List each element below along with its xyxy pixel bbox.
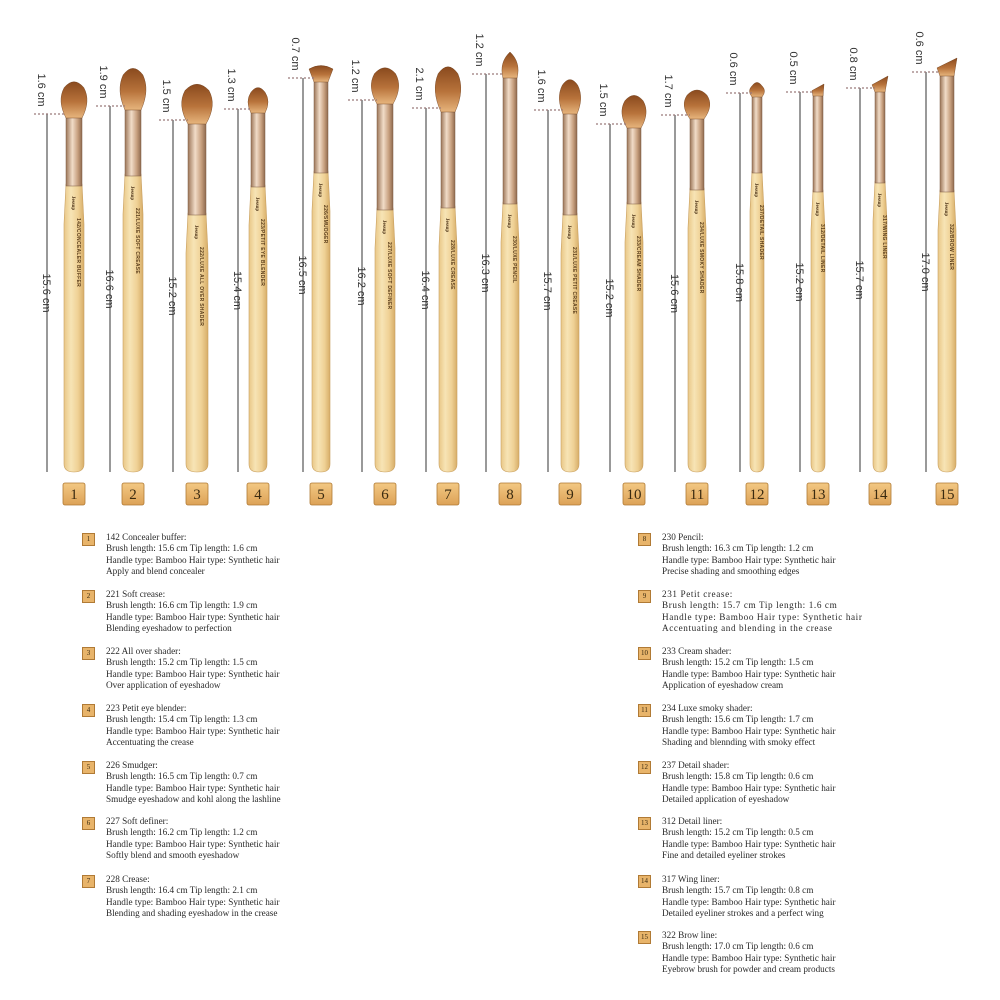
- handle-label: 222/LUXE ALL OVER SHADER: [198, 247, 204, 327]
- description-3: [86, 646, 406, 691]
- brush-hair: [182, 84, 213, 124]
- handle-label: 227/LUXE SOFT DEFINER: [386, 242, 392, 310]
- handle-label: 322/BROW LINER: [948, 224, 954, 271]
- brush-length-value: 15.2 cm: [603, 278, 615, 318]
- brush-hair: [248, 88, 268, 113]
- brush-4: [224, 68, 269, 505]
- brush-1: [34, 73, 87, 505]
- description-use: Application of eyeshadow cream: [662, 679, 784, 690]
- description-number-badge: 3: [82, 647, 95, 660]
- tip-length-value: 1.3 cm: [225, 68, 237, 102]
- tip-length-value: 1.6 cm: [35, 73, 47, 107]
- tip-length-value: 1.6 cm: [535, 69, 547, 103]
- description-number-badge: 12: [638, 761, 651, 774]
- description-title: 230 Pencil:: [662, 532, 704, 542]
- description-use: Accentuating the crease: [106, 736, 194, 747]
- description-use: Accentuating and blending in the crease: [662, 622, 833, 633]
- description-use: Detailed application of eyeshadow: [662, 793, 790, 804]
- brush-length-value: 15.7 cm: [541, 271, 553, 311]
- description-types: Handle type: Bamboo Hair type: Synthetic hair: [106, 896, 280, 907]
- description-number-badge: 7: [82, 875, 95, 888]
- brush-length-value: 16.6 cm: [103, 269, 115, 309]
- number-badge-label: 3: [193, 487, 201, 503]
- handle-label: 234/LUXE SMOKY SHADER: [698, 222, 704, 294]
- handle-label: 230/LUXE PENCIL: [511, 236, 517, 284]
- description-use: Over application of eyeshadow: [106, 679, 221, 690]
- brush-hair: [750, 82, 765, 97]
- number-badge-label: 1: [70, 487, 78, 503]
- description-number-badge: 5: [82, 761, 95, 774]
- handle-label: 142/CONCEALER BUFFER: [75, 218, 81, 288]
- brand-logo: Jessup: [129, 186, 134, 201]
- description-number-badge: 11: [638, 704, 651, 717]
- brush-hair: [559, 80, 580, 114]
- description-use: Detailed eyeliner strokes and a perfect wing: [662, 907, 824, 918]
- brush-length-value: 17.0 cm: [919, 252, 931, 292]
- brand-logo: Jessup: [693, 200, 698, 215]
- description-types: Handle type: Bamboo Hair type: Synthetic hair: [662, 668, 836, 679]
- description-use: Blending and shading eyeshadow in the crease: [106, 907, 278, 918]
- description-types: Handle type: Bamboo Hair type: Synthetic hair: [106, 668, 280, 679]
- number-badge-label: 9: [566, 487, 574, 503]
- description-title: 223 Petit eye blender:: [106, 703, 187, 713]
- description-lengths: Brush length: 15.7 cm Tip length: 0.8 cm: [662, 885, 814, 896]
- brush-length-value: 16.5 cm: [296, 255, 308, 295]
- description-types: Handle type: Bamboo Hair type: Synthetic hair: [662, 725, 836, 736]
- brush-hair: [371, 68, 398, 104]
- description-6: [86, 816, 406, 861]
- description-title: 231 Petit crease:: [662, 589, 733, 599]
- brand-logo: Jessup: [753, 183, 758, 198]
- description-types: Handle type: Bamboo Hair type: Synthetic hair: [662, 896, 836, 907]
- ferrule: [251, 109, 265, 187]
- brush-hair: [872, 76, 888, 92]
- ferrule: [188, 120, 206, 215]
- ferrule: [940, 72, 954, 192]
- description-title: 142 Concealer buffer:: [106, 532, 187, 542]
- brand-logo: Jessup: [254, 197, 259, 212]
- description-title: 226 Smudger:: [106, 760, 158, 770]
- description-1: [86, 532, 406, 577]
- brush-length-value: 15.2 cm: [166, 276, 178, 316]
- description-lengths: Brush length: 15.6 cm Tip length: 1.6 cm: [106, 543, 258, 554]
- handle-label: 223/PETIT EYE BLENDER: [259, 219, 265, 287]
- brush-14: [846, 47, 891, 505]
- description-title: 322 Brow line:: [662, 930, 718, 940]
- description-number-badge: 9: [638, 590, 651, 603]
- description-number-badge: 1: [82, 533, 95, 546]
- description-lengths: Brush length: 15.2 cm Tip length: 1.5 cm: [106, 657, 258, 668]
- description-number-badge: 15: [638, 931, 651, 944]
- brush-6: [348, 59, 399, 505]
- description-title: 312 Detail liner:: [662, 816, 723, 826]
- description-title: 233 Cream shader:: [662, 646, 732, 656]
- tip-length-value: 0.6 cm: [913, 31, 925, 65]
- description-lengths: Brush length: 16.5 cm Tip length: 0.7 cm: [106, 771, 258, 782]
- brand-logo: Jessup: [630, 214, 635, 229]
- tip-length-value: 0.5 cm: [787, 51, 799, 85]
- number-badge-label: 10: [626, 487, 642, 503]
- description-number-badge: 6: [82, 817, 95, 830]
- brush-length-value: 16.3 cm: [479, 253, 491, 293]
- brush-hair: [937, 58, 957, 76]
- number-badge-label: 2: [129, 487, 137, 503]
- tip-length-value: 0.6 cm: [727, 52, 739, 86]
- brand-logo: Jessup: [506, 214, 511, 229]
- ferrule: [66, 114, 82, 186]
- number-badge-label: 13: [810, 487, 826, 503]
- brand-logo: Jessup: [943, 202, 948, 217]
- tip-length-value: 2.1 cm: [413, 67, 425, 101]
- description-title: 221 Soft crease:: [106, 589, 166, 599]
- brush-length-value: 16.4 cm: [419, 270, 431, 310]
- tip-length-value: 1.5 cm: [160, 79, 172, 113]
- description-types: Handle type: Bamboo Hair type: Synthetic hair: [662, 838, 836, 849]
- description-lengths: Brush length: 15.2 cm Tip length: 1.5 cm: [662, 657, 814, 668]
- brush-length-value: 15.2 cm: [793, 262, 805, 302]
- description-types: Handle type: Bamboo Hair type: Synthetic hair: [662, 611, 863, 622]
- brand-logo: Jessup: [566, 225, 571, 240]
- description-number-badge: 14: [638, 875, 651, 888]
- description-14: [641, 874, 962, 919]
- ferrule: [813, 92, 823, 192]
- brush-7: [412, 67, 461, 505]
- brand-logo: Jessup: [70, 196, 75, 211]
- tip-length-value: 1.2 cm: [349, 59, 361, 93]
- handle-label: 226/SMUDGER: [322, 205, 328, 244]
- description-9: [642, 589, 962, 634]
- ferrule: [627, 124, 641, 204]
- brush-5: [288, 37, 333, 505]
- description-2: [86, 589, 406, 634]
- handle-label: 233/CREAM SHADER: [635, 236, 641, 292]
- brush-hair: [622, 95, 646, 128]
- description-use: Apply and blend concealer: [106, 565, 205, 576]
- description-lengths: Brush length: 15.2 cm Tip length: 0.5 cm: [662, 827, 814, 838]
- brand-logo: Jessup: [876, 193, 881, 208]
- brush-hair: [684, 90, 710, 119]
- description-title: 228 Crease:: [106, 874, 150, 884]
- description-title: 222 All over shader:: [106, 646, 181, 656]
- brush-hair: [502, 52, 518, 78]
- tip-length-value: 1.9 cm: [97, 65, 109, 99]
- description-13: [641, 816, 962, 861]
- ferrule: [314, 78, 328, 173]
- description-types: Handle type: Bamboo Hair type: Synthetic hair: [106, 782, 280, 793]
- description-number-badge: 8: [638, 533, 651, 546]
- description-10: [641, 646, 962, 691]
- brush-length-value: 15.6 cm: [40, 273, 52, 313]
- handle-label: 317/WING LINER: [881, 215, 887, 259]
- brand-logo: Jessup: [193, 225, 198, 240]
- brush-hair: [120, 68, 146, 110]
- ferrule: [377, 100, 393, 210]
- number-badge-label: 15: [939, 487, 955, 503]
- number-badge-label: 8: [506, 487, 514, 503]
- description-title: 227 Soft definer:: [106, 816, 169, 826]
- description-15: [641, 930, 962, 975]
- brush-length-value: 16.2 cm: [355, 266, 367, 306]
- description-number-badge: 2: [82, 590, 95, 603]
- ferrule: [503, 74, 517, 204]
- description-types: Handle type: Bamboo Hair type: Synthetic hair: [106, 554, 280, 565]
- description-11: [641, 703, 962, 748]
- description-types: Handle type: Bamboo Hair type: Synthetic hair: [662, 554, 836, 565]
- description-lengths: Brush length: 17.0 cm Tip length: 0.6 cm: [662, 941, 814, 952]
- tip-length-value: 1.5 cm: [597, 83, 609, 117]
- number-badge-label: 14: [872, 487, 888, 503]
- description-use: Softly blend and smooth eyeshadow: [106, 849, 240, 860]
- description-title: 234 Luxe smoky shader:: [662, 703, 753, 713]
- brush-length-value: 15.6 cm: [668, 273, 680, 314]
- brush-8: [472, 33, 521, 505]
- tip-length-value: 1.2 cm: [473, 33, 485, 67]
- tip-length-value: 0.8 cm: [847, 47, 859, 81]
- brush-2: [96, 65, 146, 505]
- description-lengths: Brush length: 15.6 cm Tip length: 1.7 cm: [662, 714, 814, 725]
- brush-hair: [812, 84, 824, 96]
- description-use: Smudge eyeshadow and kohl along the lashline: [106, 793, 281, 804]
- brand-logo: Jessup: [814, 202, 819, 217]
- description-types: Handle type: Bamboo Hair type: Synthetic hair: [106, 611, 280, 622]
- brush-length-value: 15.8 cm: [733, 262, 745, 303]
- description-types: Handle type: Bamboo Hair type: Synthetic hair: [662, 782, 836, 793]
- number-badge-label: 6: [381, 487, 389, 503]
- description-lengths: Brush length: 15.8 cm Tip length: 0.6 cm: [662, 771, 814, 782]
- brush-9: [534, 69, 581, 505]
- brush-hair: [435, 67, 461, 112]
- number-badge-label: 4: [254, 487, 262, 503]
- brush-15: [912, 31, 958, 505]
- description-lengths: Brush length: 16.2 cm Tip length: 1.2 cm: [106, 827, 258, 838]
- description-title: 237 Detail shader:: [662, 760, 730, 770]
- description-types: Handle type: Bamboo Hair type: Synthetic hair: [662, 952, 836, 963]
- description-types: Handle type: Bamboo Hair type: Synthetic hair: [106, 838, 280, 849]
- description-number-badge: 4: [82, 704, 95, 717]
- ferrule: [441, 108, 455, 208]
- brush-length-value: 15.4 cm: [231, 270, 243, 311]
- ferrule: [690, 115, 704, 190]
- handle-label: 228/LUXE CREASE: [449, 240, 455, 290]
- brush-12: [726, 52, 768, 505]
- description-use: Shading and blennding with smoky effect: [662, 736, 816, 747]
- brush-length-value: 15.7 cm: [853, 260, 865, 300]
- brush-10: [596, 83, 646, 505]
- ferrule: [752, 93, 762, 173]
- ferrule: [125, 106, 141, 176]
- number-badge-label: 12: [749, 487, 765, 503]
- description-12: [641, 760, 962, 805]
- description-lengths: Brush length: 16.6 cm Tip length: 1.9 cm: [106, 600, 258, 611]
- description-7: [86, 874, 406, 919]
- handle-label: 312/DETAIL LINER: [819, 224, 825, 273]
- brush-hair: [61, 82, 87, 118]
- brush-11: [661, 74, 710, 505]
- description-lengths: Brush length: 15.7 cm Tip length: 1.6 cm: [662, 600, 838, 611]
- tip-length-value: 1.7 cm: [662, 74, 674, 108]
- ferrule: [875, 88, 885, 183]
- description-use: Precise shading and smoothing edges: [662, 565, 800, 576]
- handle-label: 231/LUXE PETIT CREASE: [571, 247, 577, 315]
- brand-logo: Jessup: [317, 183, 322, 198]
- description-number-badge: 13: [638, 817, 651, 830]
- description-lengths: Brush length: 16.3 cm Tip length: 1.2 cm: [662, 543, 814, 554]
- brand-logo: Jessup: [381, 220, 386, 235]
- number-badge-label: 11: [689, 487, 705, 503]
- description-lengths: Brush length: 15.4 cm Tip length: 1.3 cm: [106, 714, 258, 725]
- description-types: Handle type: Bamboo Hair type: Synthetic hair: [106, 725, 280, 736]
- description-use: Eyebrow brush for powder and cream products: [662, 963, 835, 974]
- number-badge-label: 7: [444, 487, 452, 503]
- brand-logo: Jessup: [444, 218, 449, 233]
- description-use: Fine and detailed eyeliner strokes: [662, 849, 786, 860]
- description-number-badge: 10: [638, 647, 651, 660]
- description-use: Blending eyeshadow to perfection: [106, 622, 232, 633]
- description-title: 317 Wing liner:: [662, 874, 720, 884]
- description-4: [86, 703, 406, 748]
- tip-length-value: 0.7 cm: [289, 37, 301, 71]
- handle-label: 221/LUXE SOFT CREASE: [134, 208, 140, 275]
- brush-3: [159, 79, 212, 505]
- description-8: [642, 532, 962, 577]
- handle-label: 237/DETAIL SHADER: [758, 205, 764, 260]
- number-badge-label: 5: [317, 487, 325, 503]
- description-5: [86, 760, 406, 805]
- brush-hair: [309, 66, 333, 83]
- ferrule: [563, 110, 577, 215]
- brush-13: [786, 51, 829, 505]
- description-lengths: Brush length: 16.4 cm Tip length: 2.1 cm: [106, 885, 258, 896]
